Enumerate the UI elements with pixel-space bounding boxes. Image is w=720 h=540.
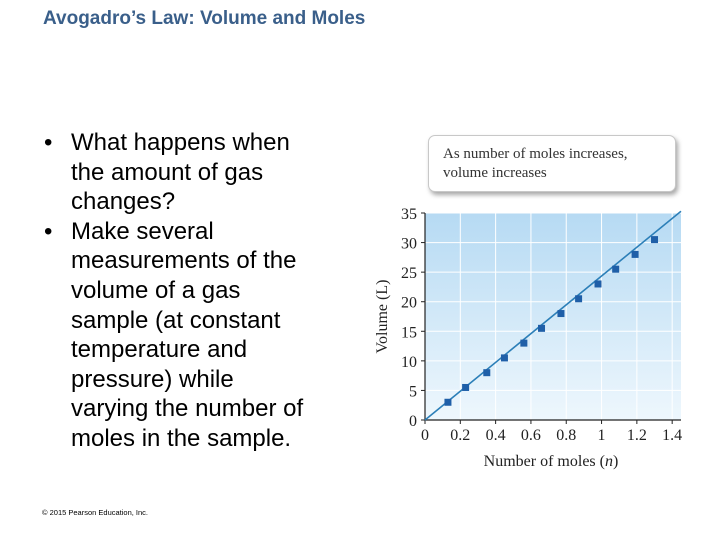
y-tick-label: 15 <box>401 324 417 342</box>
data-point <box>612 266 619 273</box>
bullet-line: temperature and <box>71 336 248 364</box>
data-point <box>557 310 564 317</box>
data-point <box>483 369 490 376</box>
y-axis-label: Volume (L) <box>374 279 391 354</box>
x-axis-label-close: ) <box>612 453 619 470</box>
callout-box <box>428 135 676 192</box>
y-tick-label: 0 <box>409 413 417 430</box>
x-tick-label: 0.6 <box>520 427 541 444</box>
callout-line: volume increases <box>443 165 547 181</box>
x-tick-label: 0.4 <box>485 427 506 444</box>
bullet-line: varying the number of <box>71 395 304 423</box>
x-axis-label <box>484 453 619 470</box>
x-axis-label-text: Number of moles ( <box>483 453 605 470</box>
data-point <box>538 325 545 332</box>
x-tick-label: 0.2 <box>450 427 471 444</box>
copyright-notice: © 2015 Pearson Education, Inc. <box>42 508 149 517</box>
callout-line: As number of moles increases, <box>443 146 628 162</box>
data-point <box>501 354 508 361</box>
data-point <box>632 251 639 258</box>
bullet-line: the amount of gas <box>71 158 264 186</box>
data-point <box>444 399 451 406</box>
bullet-line: moles in the sample. <box>71 424 292 452</box>
data-point <box>462 384 469 391</box>
data-point <box>575 295 582 302</box>
bullet-line: volume of a gas <box>71 276 241 304</box>
y-tick-label: 35 <box>401 206 417 223</box>
bullet-line: What happens when <box>71 129 290 156</box>
y-tick-label: 20 <box>401 294 417 312</box>
y-tick-label: 5 <box>409 383 417 401</box>
slide-title: Avogadro’s Law: Volume and Moles <box>43 8 366 29</box>
y-tick-label: 25 <box>401 265 417 283</box>
y-tick-label: 30 <box>401 235 417 253</box>
data-point <box>520 340 527 347</box>
bullet-marker: • <box>44 217 53 245</box>
x-tick-label: 1.2 <box>626 427 647 444</box>
bullet-line: pressure) while <box>71 365 234 393</box>
x-tick-label: 1.4 <box>662 427 683 444</box>
x-tick-label: 1 <box>597 427 606 444</box>
bullet-line: sample (at constant <box>71 306 281 334</box>
data-point <box>595 280 602 287</box>
x-tick-label: 0 <box>421 427 429 444</box>
bullet-line: Make several <box>71 217 214 245</box>
x-tick-label: 0.8 <box>556 427 577 444</box>
bullet-line: changes? <box>71 188 176 216</box>
data-point <box>651 236 658 243</box>
bullet-marker: • <box>44 129 53 156</box>
bullet-line: measurements of the <box>71 247 297 275</box>
x-axis-label-var: n <box>604 453 613 470</box>
y-tick-label: 10 <box>401 353 417 371</box>
